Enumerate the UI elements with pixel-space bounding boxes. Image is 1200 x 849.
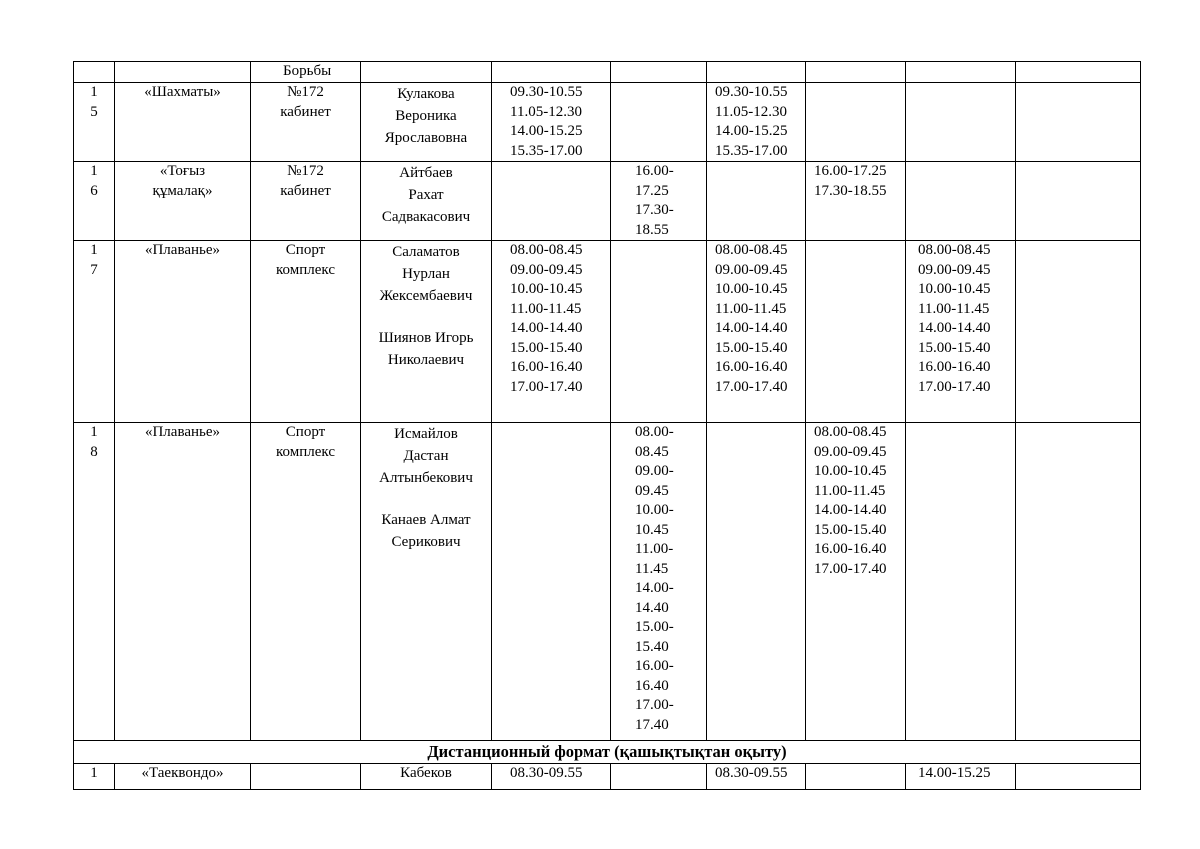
cell-line: Спорт	[285, 242, 326, 258]
room-cell	[251, 62, 361, 83]
cell-line: «Шахматы»	[144, 84, 221, 100]
table-row	[74, 162, 1141, 241]
cell-line: 14.00-15.25	[510, 123, 583, 139]
schedule-cell-sat	[1016, 423, 1141, 741]
schedule-cell-tue	[611, 83, 707, 162]
schedule-cell-thu	[806, 764, 906, 790]
table-cell	[492, 62, 611, 83]
room-cell	[251, 423, 361, 741]
schedule-cell-tue	[611, 241, 707, 423]
cell-line: Садвакасович	[381, 209, 471, 225]
schedule-cell-tue	[611, 764, 707, 790]
cell-line: «Плаванье»	[144, 424, 221, 440]
table-row	[74, 764, 1141, 790]
schedule-cell-wed	[707, 423, 806, 741]
cell-line: Дастан	[403, 448, 449, 464]
cell-line: 17.00-17.40	[510, 378, 583, 395]
teacher-cell: Кабеков	[361, 764, 492, 790]
cell-line: 11.00-	[635, 541, 674, 557]
cell-line: 16.00-16.40	[715, 359, 788, 375]
cell-line: 10.00-10.45	[814, 463, 887, 479]
table-row	[74, 741, 1141, 764]
row-number-cell	[74, 162, 115, 241]
cell-line: 14.00-14.40	[510, 320, 583, 336]
table-row	[74, 83, 1141, 162]
cell-line: №172	[287, 163, 324, 179]
cell-line: 09.00-09.45	[814, 443, 887, 460]
section-name-cell: «Таеквондо»	[115, 764, 251, 790]
cell-line: 17.00-17.40	[918, 378, 991, 395]
cell-line: 15.35-17.00	[715, 142, 788, 159]
cell-line: 16.00-	[635, 163, 674, 179]
schedule-cell-wed	[707, 83, 806, 162]
cell-line: 14.00-15.25	[715, 123, 788, 139]
cell-line: Ярославовна	[384, 130, 468, 146]
cell-line: 15.00-15.40	[814, 521, 887, 538]
cell-line: 17.00-17.40	[814, 560, 887, 577]
cell-line: 1	[90, 424, 98, 440]
cell-line: 10.00-	[635, 502, 674, 518]
cell-line: 14.00-14.40	[814, 502, 887, 518]
section-name-cell	[115, 241, 251, 423]
cell-line: 09.45	[635, 482, 669, 499]
cell-line: 17.00-17.40	[715, 378, 788, 395]
teacher-cell	[361, 83, 492, 162]
teacher-gap	[363, 307, 489, 327]
teacher-cell	[361, 423, 492, 741]
cell-line: 14.40	[635, 599, 669, 616]
cell-line: 17.30-18.55	[814, 182, 887, 199]
schedule-cell-fri	[906, 83, 1016, 162]
cell-line: 09.00-09.45	[510, 261, 583, 278]
schedule-table	[73, 61, 1141, 790]
cell-line: 1	[90, 84, 98, 100]
cell-line: Нурлан	[402, 266, 450, 282]
cell-line: Спорт	[285, 424, 326, 440]
cell-line: комплекс	[276, 443, 335, 460]
schedule-cell-sat	[1016, 83, 1141, 162]
cell-line: 16.00-16.40	[814, 541, 887, 557]
cell-line: 15.00-	[635, 619, 674, 635]
cell-line: 5	[90, 103, 98, 120]
schedule-cell-tue	[611, 162, 707, 241]
room-cell	[251, 764, 361, 790]
schedule-body	[74, 62, 1141, 790]
table-cell	[806, 62, 906, 83]
schedule-cell-fri	[906, 162, 1016, 241]
cell-line: Николаевич	[387, 351, 465, 368]
cell-line: 11.00-11.45	[814, 482, 886, 499]
cell-line: «Тоғыз	[159, 163, 206, 179]
schedule-cell-wed: 08.30-09.55	[707, 764, 806, 790]
teacher-gap	[363, 489, 489, 509]
cell-line: Айтбаев	[399, 165, 453, 181]
cell-line: Кулакова	[397, 86, 455, 102]
cell-line: 8	[90, 443, 98, 460]
cell-line: 14.00-14.40	[918, 320, 991, 336]
schedule-cell-wed	[707, 241, 806, 423]
table-row	[74, 241, 1141, 423]
cell-line: 09.30-10.55	[715, 84, 788, 100]
schedule-cell-mon	[492, 162, 611, 241]
cell-line: 08.45	[635, 443, 669, 460]
schedule-cell-fri	[906, 423, 1016, 741]
cell-line: Жексембаевич	[379, 288, 473, 304]
table-row	[74, 62, 1141, 83]
row-number-cell	[74, 423, 115, 741]
row-number-cell	[74, 83, 115, 162]
schedule-cell-fri	[906, 241, 1016, 423]
cell-line: Саламатов	[392, 244, 460, 260]
cell-line: 09.00-09.45	[715, 261, 788, 278]
cell-line: 08.00-08.45	[814, 424, 887, 440]
cell-line: 14.00-14.40	[715, 320, 788, 336]
cell-line: 08.00-08.45	[715, 242, 788, 258]
cell-line: 16.00-16.40	[918, 359, 991, 375]
cell-line: 08.00-	[635, 424, 674, 440]
schedule-cell-mon	[492, 83, 611, 162]
section-name-cell	[115, 83, 251, 162]
section-banner: Дистанционный формат (қашықтықтан оқыту)	[74, 741, 1141, 764]
room-cell	[251, 241, 361, 423]
cell-line: 16.40	[635, 677, 669, 694]
table-cell	[906, 62, 1016, 83]
cell-line: 16.00-	[635, 658, 674, 674]
cell-line: комплекс	[276, 261, 335, 278]
table-cell	[361, 62, 492, 83]
cell-line: Шиянов Игорь	[378, 329, 474, 346]
cell-line: №172	[287, 84, 324, 100]
section-name-cell	[115, 423, 251, 741]
cell-line: 16.00-16.40	[510, 359, 583, 375]
table-cell	[74, 62, 115, 83]
cell-line: Исмайлов	[394, 426, 458, 442]
cell-line: 7	[90, 261, 98, 278]
cell-line: 14.00-	[635, 580, 674, 596]
cell-line: кабинет	[280, 182, 331, 199]
section-name-cell	[115, 162, 251, 241]
cell-line: 09.00-09.45	[918, 261, 991, 278]
schedule-cell-fri: 14.00-15.25	[906, 764, 1016, 790]
schedule-cell-mon	[492, 423, 611, 741]
cell-line: 11.00-11.45	[918, 300, 990, 317]
cell-line: 10.00-10.45	[918, 281, 991, 297]
room-text: Борьбы	[283, 63, 332, 79]
table-cell	[707, 62, 806, 83]
cell-line: 08.00-08.45	[510, 242, 583, 258]
row-number-cell: 1	[74, 764, 115, 790]
cell-line: Рахат	[408, 187, 444, 203]
table-row	[74, 423, 1141, 741]
schedule-cell-tue	[611, 423, 707, 741]
schedule-cell-sat	[1016, 764, 1141, 790]
cell-line: «Плаванье»	[144, 242, 221, 258]
schedule-cell-sat	[1016, 241, 1141, 423]
cell-line: 6	[90, 182, 98, 199]
cell-line: Вероника	[395, 108, 457, 124]
cell-line: 1	[90, 242, 98, 258]
schedule-cell-thu	[806, 83, 906, 162]
table-cell	[115, 62, 251, 83]
cell-line: 11.05-12.30	[510, 103, 582, 120]
cell-line: 17.25	[635, 182, 669, 199]
cell-line: Алтынбекович	[379, 470, 473, 486]
cell-line: Серикович	[391, 533, 461, 550]
schedule-cell-mon: 08.30-09.55	[492, 764, 611, 790]
cell-line: 17.00-	[635, 697, 674, 713]
teacher-cell	[361, 162, 492, 241]
cell-line: 10.00-10.45	[715, 281, 788, 297]
teacher-cell	[361, 241, 492, 423]
schedule-cell-mon	[492, 241, 611, 423]
cell-line: 17.30-	[635, 202, 674, 218]
cell-line: 11.00-11.45	[715, 300, 787, 317]
cell-line: 18.55	[635, 221, 669, 238]
cell-line: кабинет	[280, 103, 331, 120]
cell-line: 17.40	[635, 716, 669, 733]
table-cell	[1016, 62, 1141, 83]
cell-line: 10.45	[635, 521, 669, 538]
cell-line: 09.00-	[635, 463, 674, 479]
cell-line: 16.00-17.25	[814, 163, 887, 179]
cell-line: 11.45	[635, 560, 669, 577]
cell-line: 11.00-11.45	[510, 300, 582, 317]
cell-line: 15.40	[635, 638, 669, 655]
cell-line: 11.05-12.30	[715, 103, 787, 120]
cell-line: 10.00-10.45	[510, 281, 583, 297]
cell-line: құмалақ»	[152, 182, 213, 199]
cell-line: 15.00-15.40	[715, 339, 788, 356]
cell-line: 1	[90, 163, 98, 179]
row-number-cell	[74, 241, 115, 423]
cell-line: 09.30-10.55	[510, 84, 583, 100]
schedule-cell-thu	[806, 423, 906, 741]
cell-line: 08.00-08.45	[918, 242, 991, 258]
cell-line: 15.00-15.40	[510, 339, 583, 356]
cell-line: 15.00-15.40	[918, 339, 991, 356]
room-cell	[251, 162, 361, 241]
table-cell	[611, 62, 707, 83]
cell-line: Канаев Алмат	[381, 511, 471, 528]
room-cell	[251, 83, 361, 162]
cell-line: 15.35-17.00	[510, 142, 583, 159]
schedule-cell-sat	[1016, 162, 1141, 241]
schedule-cell-wed	[707, 162, 806, 241]
schedule-cell-thu	[806, 241, 906, 423]
schedule-cell-thu	[806, 162, 906, 241]
